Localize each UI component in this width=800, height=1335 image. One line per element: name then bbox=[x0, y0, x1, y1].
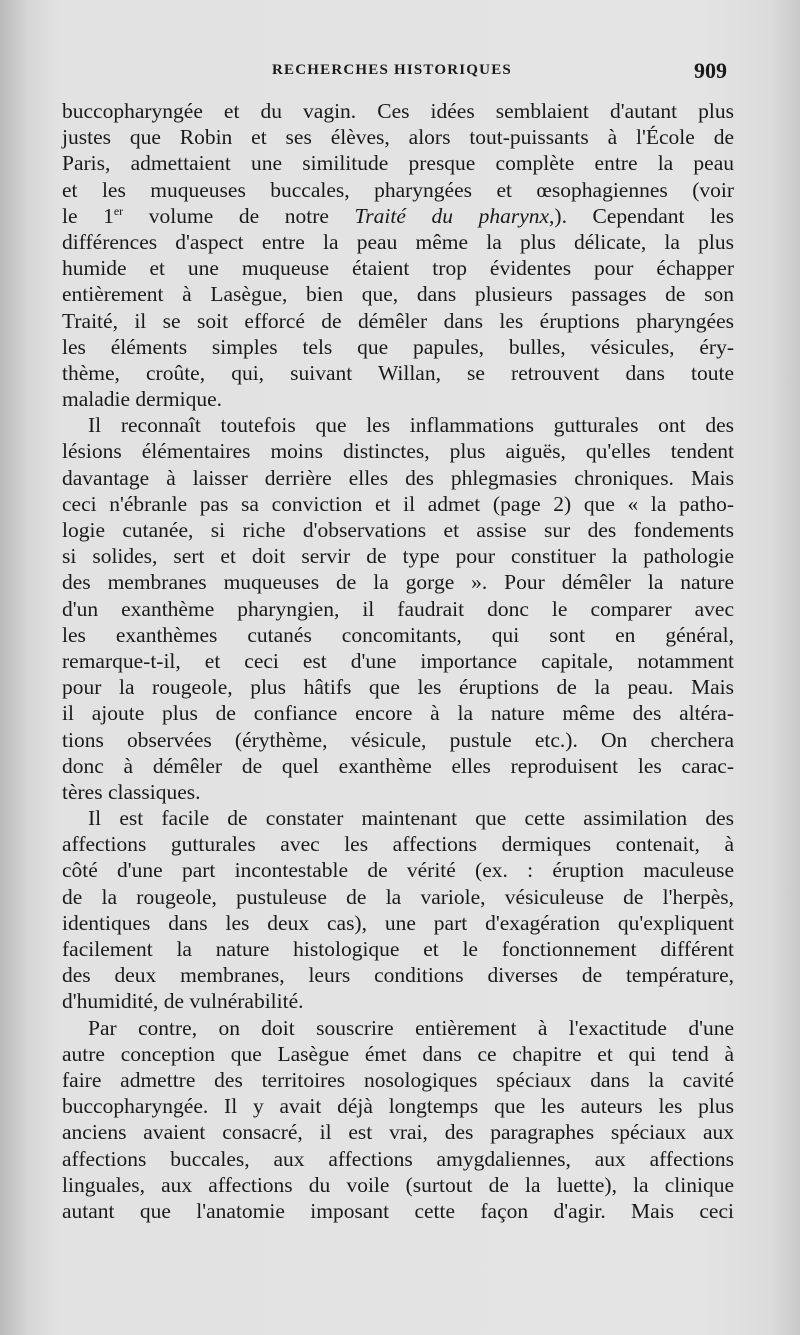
text-segment: volume de notre bbox=[123, 203, 355, 228]
text-line: autre conception que Lasègue émet dans ce chapitre et qui tend à bbox=[62, 1041, 734, 1066]
text-line: anciens avaient consacré, il est vrai, des paragraphes spéciaux aux bbox=[62, 1120, 734, 1145]
text-line: des membranes muqueuses de la gorge ». Pour démêler la nature bbox=[62, 570, 734, 595]
text-line: tions observées (érythème, vésicule, pustule etc.). On cherchera bbox=[62, 727, 734, 752]
text-line: lésions élémentaires moins distinctes, plus aiguës, qu'elles tendent bbox=[62, 439, 734, 464]
running-title: RECHERCHES HISTORIQUES bbox=[272, 62, 512, 78]
body-text bbox=[62, 98, 734, 1224]
paragraph-start-line: Par contre, on doit souscrire entièrement à l'exactitude d'une bbox=[88, 1015, 734, 1040]
text-line: côté d'une part incontestable de vérité (ex. : éruption maculeuse bbox=[62, 858, 734, 883]
text-line: linguales, aux affections du voile (surtout de la luette), la clinique bbox=[62, 1172, 734, 1197]
italic-title: Traité du pharynx, bbox=[354, 203, 555, 228]
page-number: 909 bbox=[694, 58, 727, 83]
text-line: d'un exanthème pharyngien, il faudrait donc le comparer avec bbox=[62, 596, 734, 621]
text-line: si solides, sert et doit servir de type pour constituer la pathologie bbox=[62, 544, 734, 569]
text-line: affections gutturales avec les affections dermiques contenait, à bbox=[62, 832, 734, 857]
paragraph-end-line: maladie dermique. bbox=[62, 387, 222, 412]
text-line: davantage à laisser derrière elles des phlegmasies chroniques. Mais bbox=[62, 465, 734, 490]
text-line: justes que Robin et ses élèves, alors tout-puissants à l'École de bbox=[62, 125, 734, 150]
paragraph-start-line: Il reconnaît toutefois que les inflammations gutturales ont des bbox=[88, 413, 734, 438]
text-line: et les muqueuses buccales, pharyngées et œsophagiennes (voir bbox=[62, 177, 734, 202]
text-line: remarque-t-il, et ceci est d'une importance capitale, notamment bbox=[62, 648, 734, 673]
text-line: faire admettre des territoires nosologiques spéciaux dans la cavité bbox=[62, 1067, 734, 1092]
text-line: différences d'aspect entre la peau même la plus délicate, la plus bbox=[62, 229, 734, 254]
page-header bbox=[0, 58, 800, 88]
text-line bbox=[62, 203, 734, 229]
ordinal-superscript: er bbox=[113, 203, 124, 218]
text-line: des deux membranes, leurs conditions diverses de température, bbox=[62, 963, 734, 988]
text-line: donc à démêler de quel exanthème elles reproduisent les carac- bbox=[62, 753, 734, 778]
paragraph-start-line: Il est facile de constater maintenant que cette assimilation des bbox=[88, 806, 734, 831]
text-line: de la rougeole, pustuleuse de la variole, vésiculeuse de l'herpès, bbox=[62, 884, 734, 909]
text-line: identiques dans les deux cas), une part d'exagération qu'expliquent bbox=[62, 910, 734, 935]
text-line: il ajoute plus de confiance encore à la nature même des altéra- bbox=[62, 701, 734, 726]
text-line: facilement la nature histologique et le fonctionnement différent bbox=[62, 937, 734, 961]
text-line: buccopharyngée. Il y avait déjà longtemps que les auteurs les plus bbox=[62, 1094, 734, 1119]
text-line: buccopharyngée et du vagin. Ces idées semblaient d'autant plus bbox=[62, 99, 734, 123]
text-line: autant que l'anatomie imposant cette façon d'agir. Mais ceci bbox=[62, 1198, 734, 1223]
text-line: entièrement à Lasègue, bien que, dans plusieurs passages de son bbox=[62, 282, 734, 307]
text-line: thème, croûte, qui, suivant Willan, se retrouvent dans toute bbox=[62, 360, 734, 385]
text-line: Traité, il se soit efforcé de démêler dans les éruptions pharyngées bbox=[62, 308, 734, 333]
text-line: ceci n'ébranle pas sa conviction et il admet (page 2) que « la patho- bbox=[62, 491, 734, 516]
text-line: pour la rougeole, plus hâtifs que les éruptions de la peau. Mais bbox=[62, 675, 734, 700]
text-line: logie cutanée, si riche d'observations et assise sur des fondements bbox=[62, 518, 734, 542]
paragraph-end-line: d'humidité, de vulnérabilité. bbox=[62, 989, 304, 1014]
text-segment: le 1 bbox=[62, 203, 114, 228]
text-line: Paris, admettaient une similitude presque complète entre la peau bbox=[62, 151, 734, 176]
text-line: humide et une muqueuse étaient trop évidentes pour échapper bbox=[62, 256, 734, 281]
text-segment: ). Cependant les bbox=[554, 203, 734, 228]
text-line: les exanthèmes cutanés concomitants, qui sont en général, bbox=[62, 622, 734, 647]
text-line: affections buccales, aux affections amygdaliennes, aux affections bbox=[62, 1146, 734, 1171]
text-line: les éléments simples tels que papules, bulles, vésicules, éry- bbox=[62, 334, 734, 359]
paragraph-end-line: tères classiques. bbox=[62, 779, 201, 804]
